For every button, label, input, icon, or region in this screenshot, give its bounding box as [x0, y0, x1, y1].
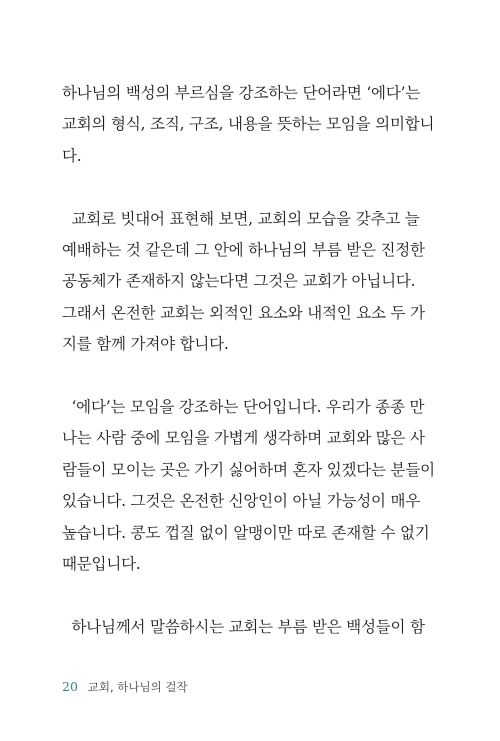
text-line: 람들이 모이는 곳은 가기 싫어하며 혼자 있겠다는 분들이	[62, 460, 435, 479]
text-line: 지를 함께 가져야 합니다.	[62, 335, 229, 354]
page-number: 20	[62, 679, 78, 694]
paragraph-4	[62, 612, 425, 643]
paragraph-2	[62, 204, 425, 361]
paragraph-3	[62, 392, 435, 580]
text-line: 교회의 형식, 조직, 구조, 내용을 뜻하는 모임을 의미합니	[62, 115, 435, 134]
text-line: 있습니다. 그것은 온전한 신앙인이 아닐 가능성이 매우	[62, 492, 421, 511]
text-line: 하나님께서 말씀하시는 교회는 부름 받은 백성들이 함	[62, 617, 425, 636]
page-footer	[62, 679, 188, 695]
text-line: 하나님의 백성의 부르심을 강조하는 단어라면 ‘에다’는	[62, 84, 421, 102]
text-line: 예배하는 것 같은데 그 안에 하나님의 부름 받은 진정한	[62, 241, 425, 260]
text-line: 교회로 빗대어 표현해 보면, 교회의 모습을 갖추고 늘	[62, 209, 420, 228]
text-line: ‘에다’는 모임을 강조하는 단어입니다. 우리가 종종 만	[62, 398, 425, 417]
text-line: 때문입니다.	[62, 555, 141, 574]
running-title: 교회, 하나님의 걸작	[87, 680, 188, 694]
text-line: 다.	[62, 146, 82, 165]
text-line: 나는 사람 중에 모임을 가볍게 생각하며 교회와 많은 사	[62, 429, 425, 448]
text-line: 높습니다. 콩도 껍질 없이 알맹이만 따로 존재할 수 없기	[62, 523, 430, 542]
text-line: 공동체가 존재하지 않는다면 그것은 교회가 아닙니다.	[62, 272, 416, 291]
body-text	[62, 78, 435, 643]
paragraph-1	[62, 78, 435, 172]
text-line: 그래서 온전한 교회는 외적인 요소와 내적인 요소 두 가	[62, 303, 425, 322]
